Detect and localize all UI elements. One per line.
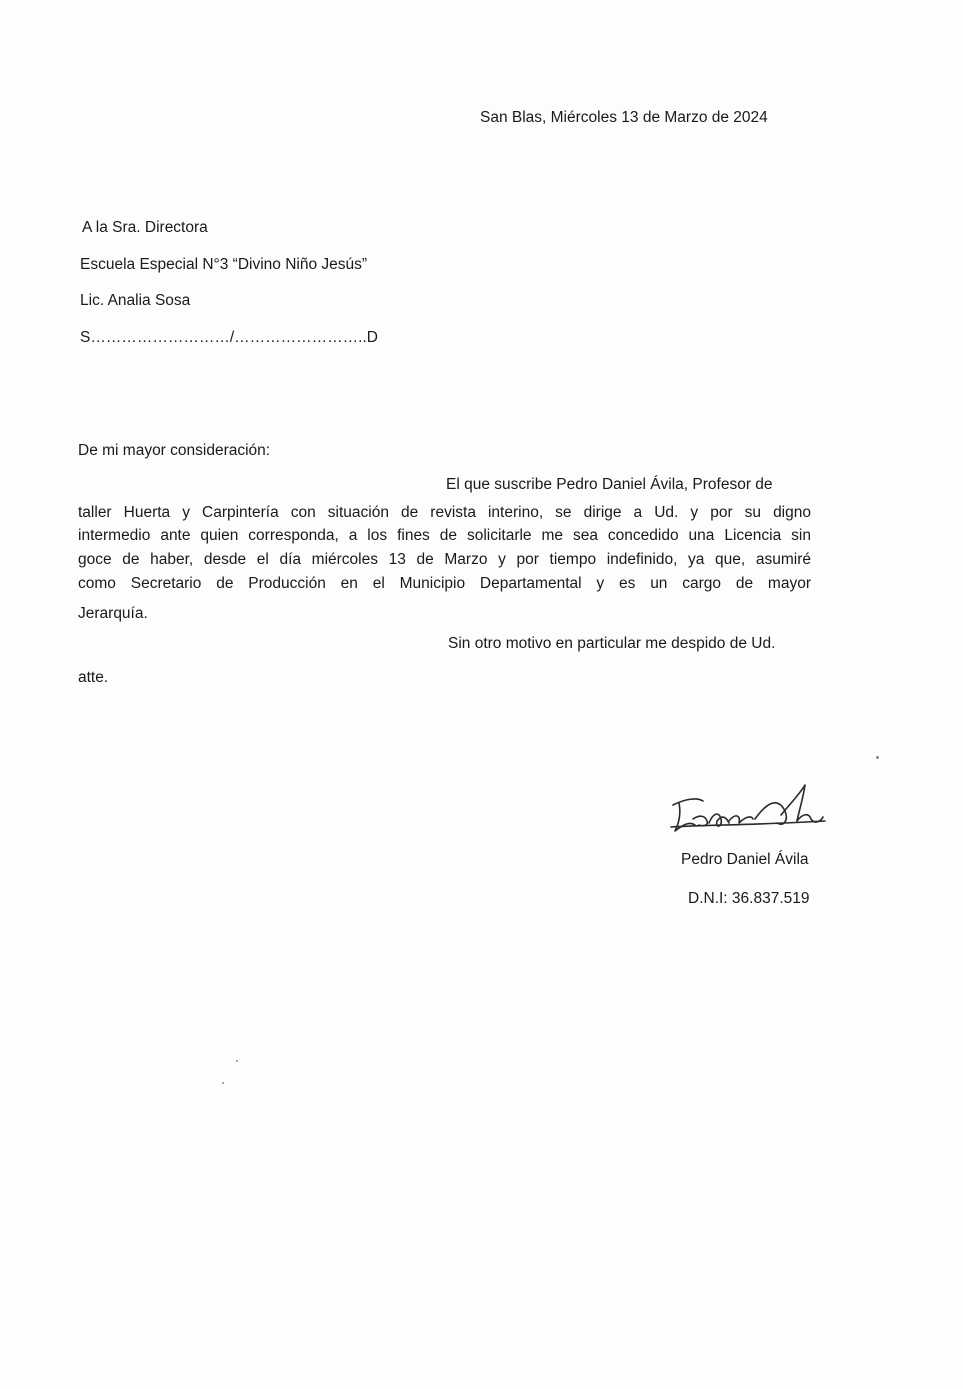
body-line-3: intermedio ante quien corresponda, a los fines de solicitarle me sea concedido una Licencia sin xyxy=(78,527,811,544)
salutation: De mi mayor consideración: xyxy=(78,442,271,459)
atte-line: atte. xyxy=(78,669,109,686)
closing-line: Sin otro motivo en particular me despido de Ud. xyxy=(448,635,776,652)
body-line-2: taller Huerta y Carpintería con situación de revista interino, se dirige a Ud. y por su digno xyxy=(78,504,811,521)
recipient-school: Escuela Especial N°3 “Divino Niño Jesús” xyxy=(80,256,368,273)
paper-speck xyxy=(876,756,879,759)
body-line-4: goce de haber, desde el día miércoles 13 de Marzo y por tiempo indefinido, ya que, asumiré xyxy=(78,551,811,568)
body-line-1: El que suscribe Pedro Daniel Ávila, Profesor de xyxy=(446,476,773,493)
signer-dni: D.N.I: 36.837.519 xyxy=(688,890,810,907)
date-line: San Blas, Miércoles 13 de Marzo de 2024 xyxy=(480,109,768,126)
body-line-6: Jerarquía. xyxy=(78,605,148,622)
recipient-sd: S………………………/……………………..D xyxy=(80,329,378,346)
signer-name: Pedro Daniel Ávila xyxy=(681,851,809,868)
recipient-title: A la Sra. Directora xyxy=(82,219,208,236)
body-line-5: como Secretario de Producción en el Municipio Departamental y es un cargo de mayor xyxy=(78,575,811,592)
paper-speck xyxy=(222,1082,224,1084)
handwritten-signature xyxy=(665,775,835,845)
recipient-name: Lic. Analia Sosa xyxy=(80,292,191,309)
paper-speck xyxy=(236,1060,238,1062)
